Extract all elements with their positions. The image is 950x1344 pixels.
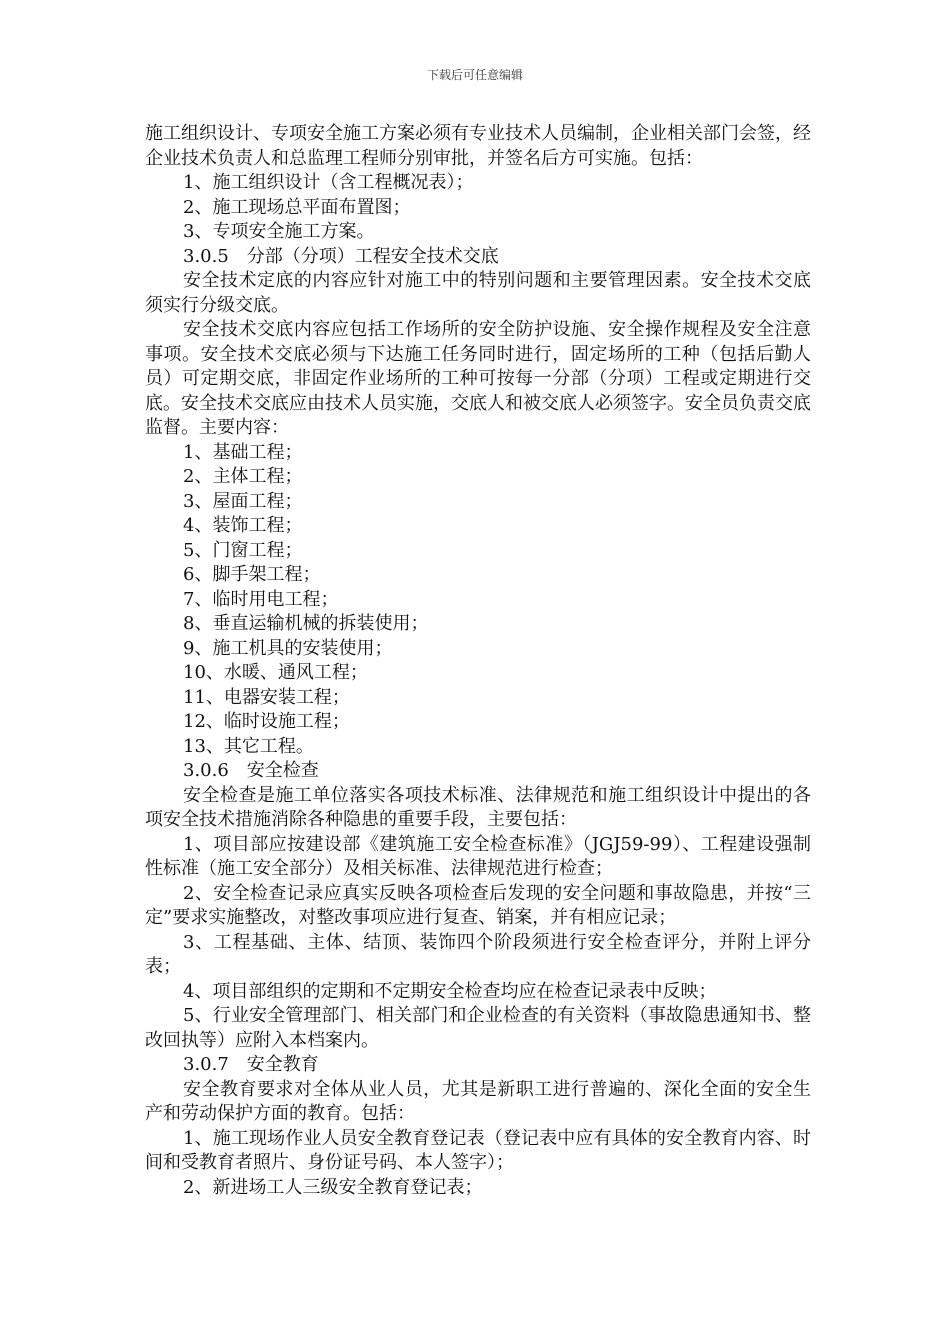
list-item: 12、临时设施工程； [183,711,350,732]
section-heading-3-0-6: 3.0.6 安全检查 [183,760,319,781]
document-body [145,122,811,1200]
list-item: 2、安全检查记录应真实反映各项检查后发现的安全问题和事故隐患，并按“三定”要求实施整改，对整改事项应进行复查、销案，并有相应记录； [145,882,811,928]
list-item: 2、施工现场总平面布置图； [183,196,411,218]
list-item: 6、脚手架工程； [183,564,321,585]
list-item: 1、项目部应按建设部《建筑施工安全检查标准》（JGJ59-99）、工程建设强制性标准（施工安全部分）及相关标准、法律规范进行检查； [145,833,811,879]
section-heading-3-0-7: 3.0.7 安全教育 [183,1054,319,1075]
list-item: 4、装饰工程； [183,515,303,536]
list-item: 1、施工现场作业人员安全教育登记表（登记表中应有具体的安全教育内容、时间和受教育者照片、身份证号码、本人签字）； [145,1127,811,1173]
paragraph-safety-briefing-intro: 安全技术定底的内容应针对施工中的特别问题和主要管理因素。安全技术交底须实行分级交底。 [145,270,811,316]
list-item: 2、主体工程； [183,466,303,487]
list-item: 8、垂直运输机械的拆装使用； [183,613,429,634]
list-item: 3、专项安全施工方案。 [183,221,375,242]
list-item: 5、行业安全管理部门、相关部门和企业检查的有关资料（事故隐患通知书、整改回执等）应附入本档案内。 [145,1005,811,1051]
list-item: 7、临时用电工程； [183,588,339,610]
page-header-note: 下载后可任意编辑 [426,68,523,82]
list-item: 1、基础工程； [183,441,303,463]
list-item: 4、项目部组织的定期和不定期安全检查均应在检查记录表中反映； [183,980,717,1002]
paragraph-construction-plan: 施工组织设计、专项安全施工方案必须有专业技术人员编制，企业相关部门会签，经企业技术负责人和总监理工程师分别审批，并签名后方可实施。包括： [145,123,811,169]
paragraph-safety-inspection: 安全检查是施工单位落实各项技术标准、法律规范和施工组织设计中提出的各项安全技术措施消除各种隐患的重要手段，主要包括： [145,784,811,830]
list-item: 2、新进场工人三级安全教育登记表； [183,1176,483,1198]
paragraph-safety-briefing-content: 安全技术交底内容应包括工作场所的安全防护设施、安全操作规程及安全注意事项。安全技术交底必须与下达施工任务同时进行，固定场所的工种（包括后勤人员）可定期交底，非固定作业场所的工种可按每一分部（分项）工程或定期进行交底。安全技术交底应由技术人员实施，交底人和被交底人必须签字。安全员负责交底监督。主要内容： [145,319,811,438]
section-heading-3-0-5: 3.0.5 分部（分项）工程安全技术交底 [183,245,499,267]
list-item: 11、电器安装工程； [183,686,350,708]
paragraph-safety-education: 安全教育要求对全体从业人员，尤其是新职工进行普遍的、深化全面的安全生产和劳动保护方面的教育。包括： [145,1078,811,1124]
list-item: 3、工程基础、主体、结顶、装饰四个阶段须进行安全检查评分，并附上评分表； [145,931,811,977]
list-item: 10、水暖、通风工程； [183,662,368,683]
list-item: 5、门窗工程； [183,539,303,561]
list-item: 13、其它工程。 [183,735,314,757]
list-item: 3、屋面工程； [183,490,303,512]
list-item: 9、施工机具的安装使用； [183,637,393,659]
list-item: 1、施工组织设计（含工程概况表）； [183,172,474,193]
